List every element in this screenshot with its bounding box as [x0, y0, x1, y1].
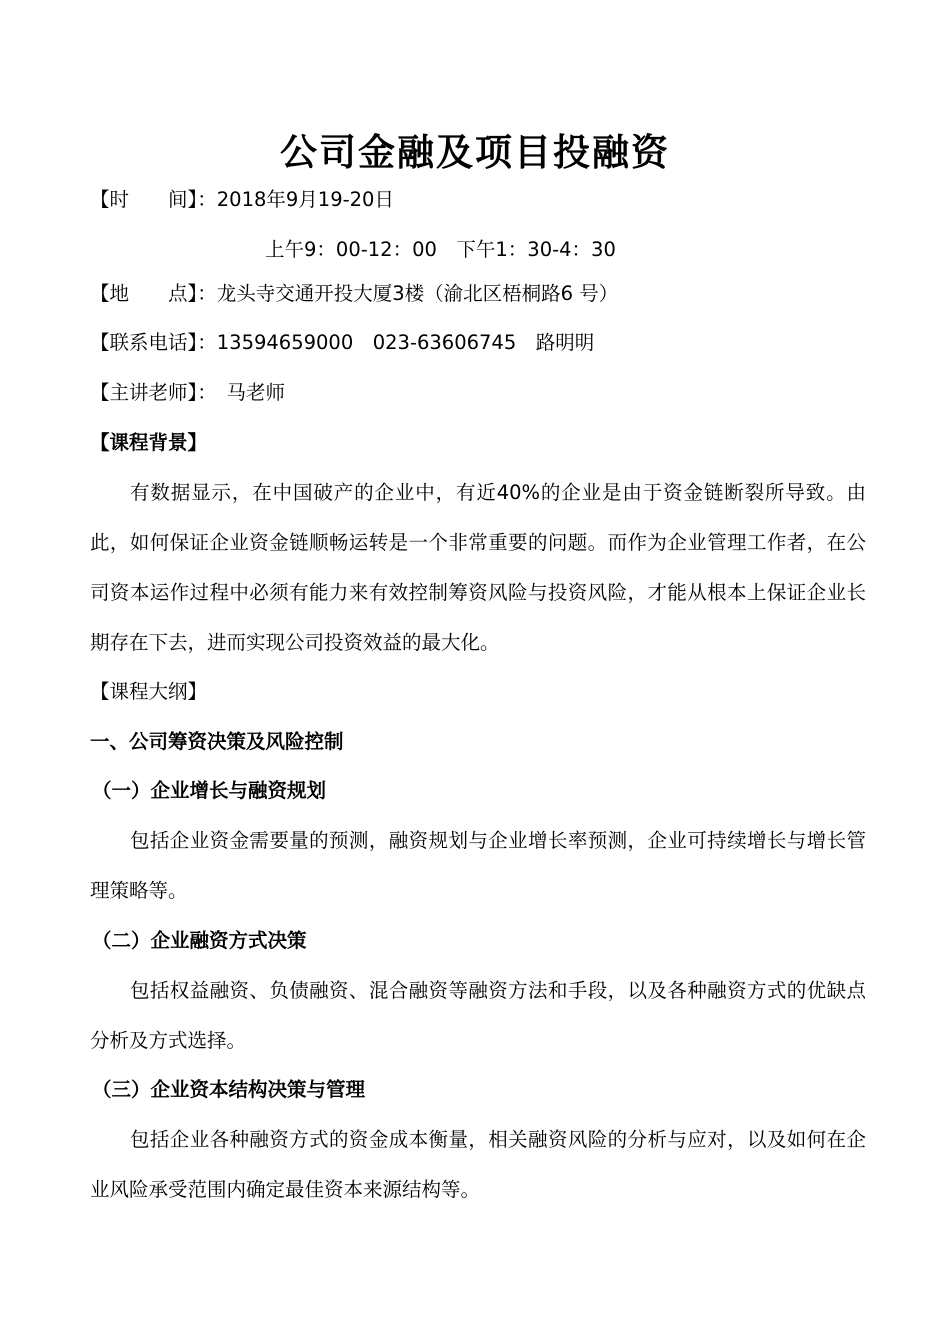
phone-value: 13594659000 023-63606745 路明明: [216, 331, 595, 354]
time-value: 2018年9月19-20日: [216, 188, 394, 211]
teacher-row: [90, 378, 870, 408]
place-label: 【地 点】：: [90, 282, 217, 305]
place-row: [90, 279, 870, 309]
time-row: [90, 185, 870, 215]
schedule-text: 上午9：00-12：00 下午1：30-4：30: [265, 238, 616, 261]
place-value: 龙头寺交通开投大厦3楼（渝北区梧桐路6 号）: [216, 282, 619, 305]
phone-row: [90, 328, 870, 358]
teacher-label: 【主讲老师】：: [90, 381, 208, 404]
document-title: 公司金融及项目投融资: [280, 131, 670, 174]
background-heading: 【课程背景】: [90, 431, 208, 454]
subsection-heading-3: （三）企业资本结构决策与管理: [92, 1078, 366, 1101]
section-heading-1: 一、公司筹资决策及风险控制: [90, 730, 344, 753]
time-label: 【时 间】：: [90, 188, 217, 211]
subsection-heading-2: （二）企业融资方式决策: [92, 929, 307, 952]
background-paragraph: 有数据显示，在中国破产的企业中，有近40%的企业是由于资金链断裂所导致。由此，如何保证企业资金链顺畅运转是一个非常重要的问题。而作为企业管理工作者，在公司资本运作过程中必须有能力来有效控制筹资风险与投资风险，才能从根本上保证企业长期存在下去，进而实现公司投资效益的最大化。: [90, 481, 866, 654]
outline-heading: 【课程大纲】: [90, 680, 208, 703]
subsection-paragraph-3: 包括企业各种融资方式的资金成本衡量，相关融资风险的分析与应对，以及如何在企业风险承受范围内确定最佳资本来源结构等。: [90, 1128, 866, 1201]
subsection-paragraph-2: 包括权益融资、负债融资、混合融资等融资方法和手段，以及各种融资方式的优缺点分析及方式选择。: [90, 979, 866, 1052]
subsection-paragraph-1: 包括企业资金需要量的预测，融资规划与企业增长率预测，企业可持续增长与增长管理策略等。: [90, 829, 866, 902]
phone-label: 【联系电话】：: [90, 331, 217, 354]
subsection-heading-1: （一）企业增长与融资规划: [92, 779, 327, 802]
teacher-value: 马老师: [207, 381, 286, 404]
